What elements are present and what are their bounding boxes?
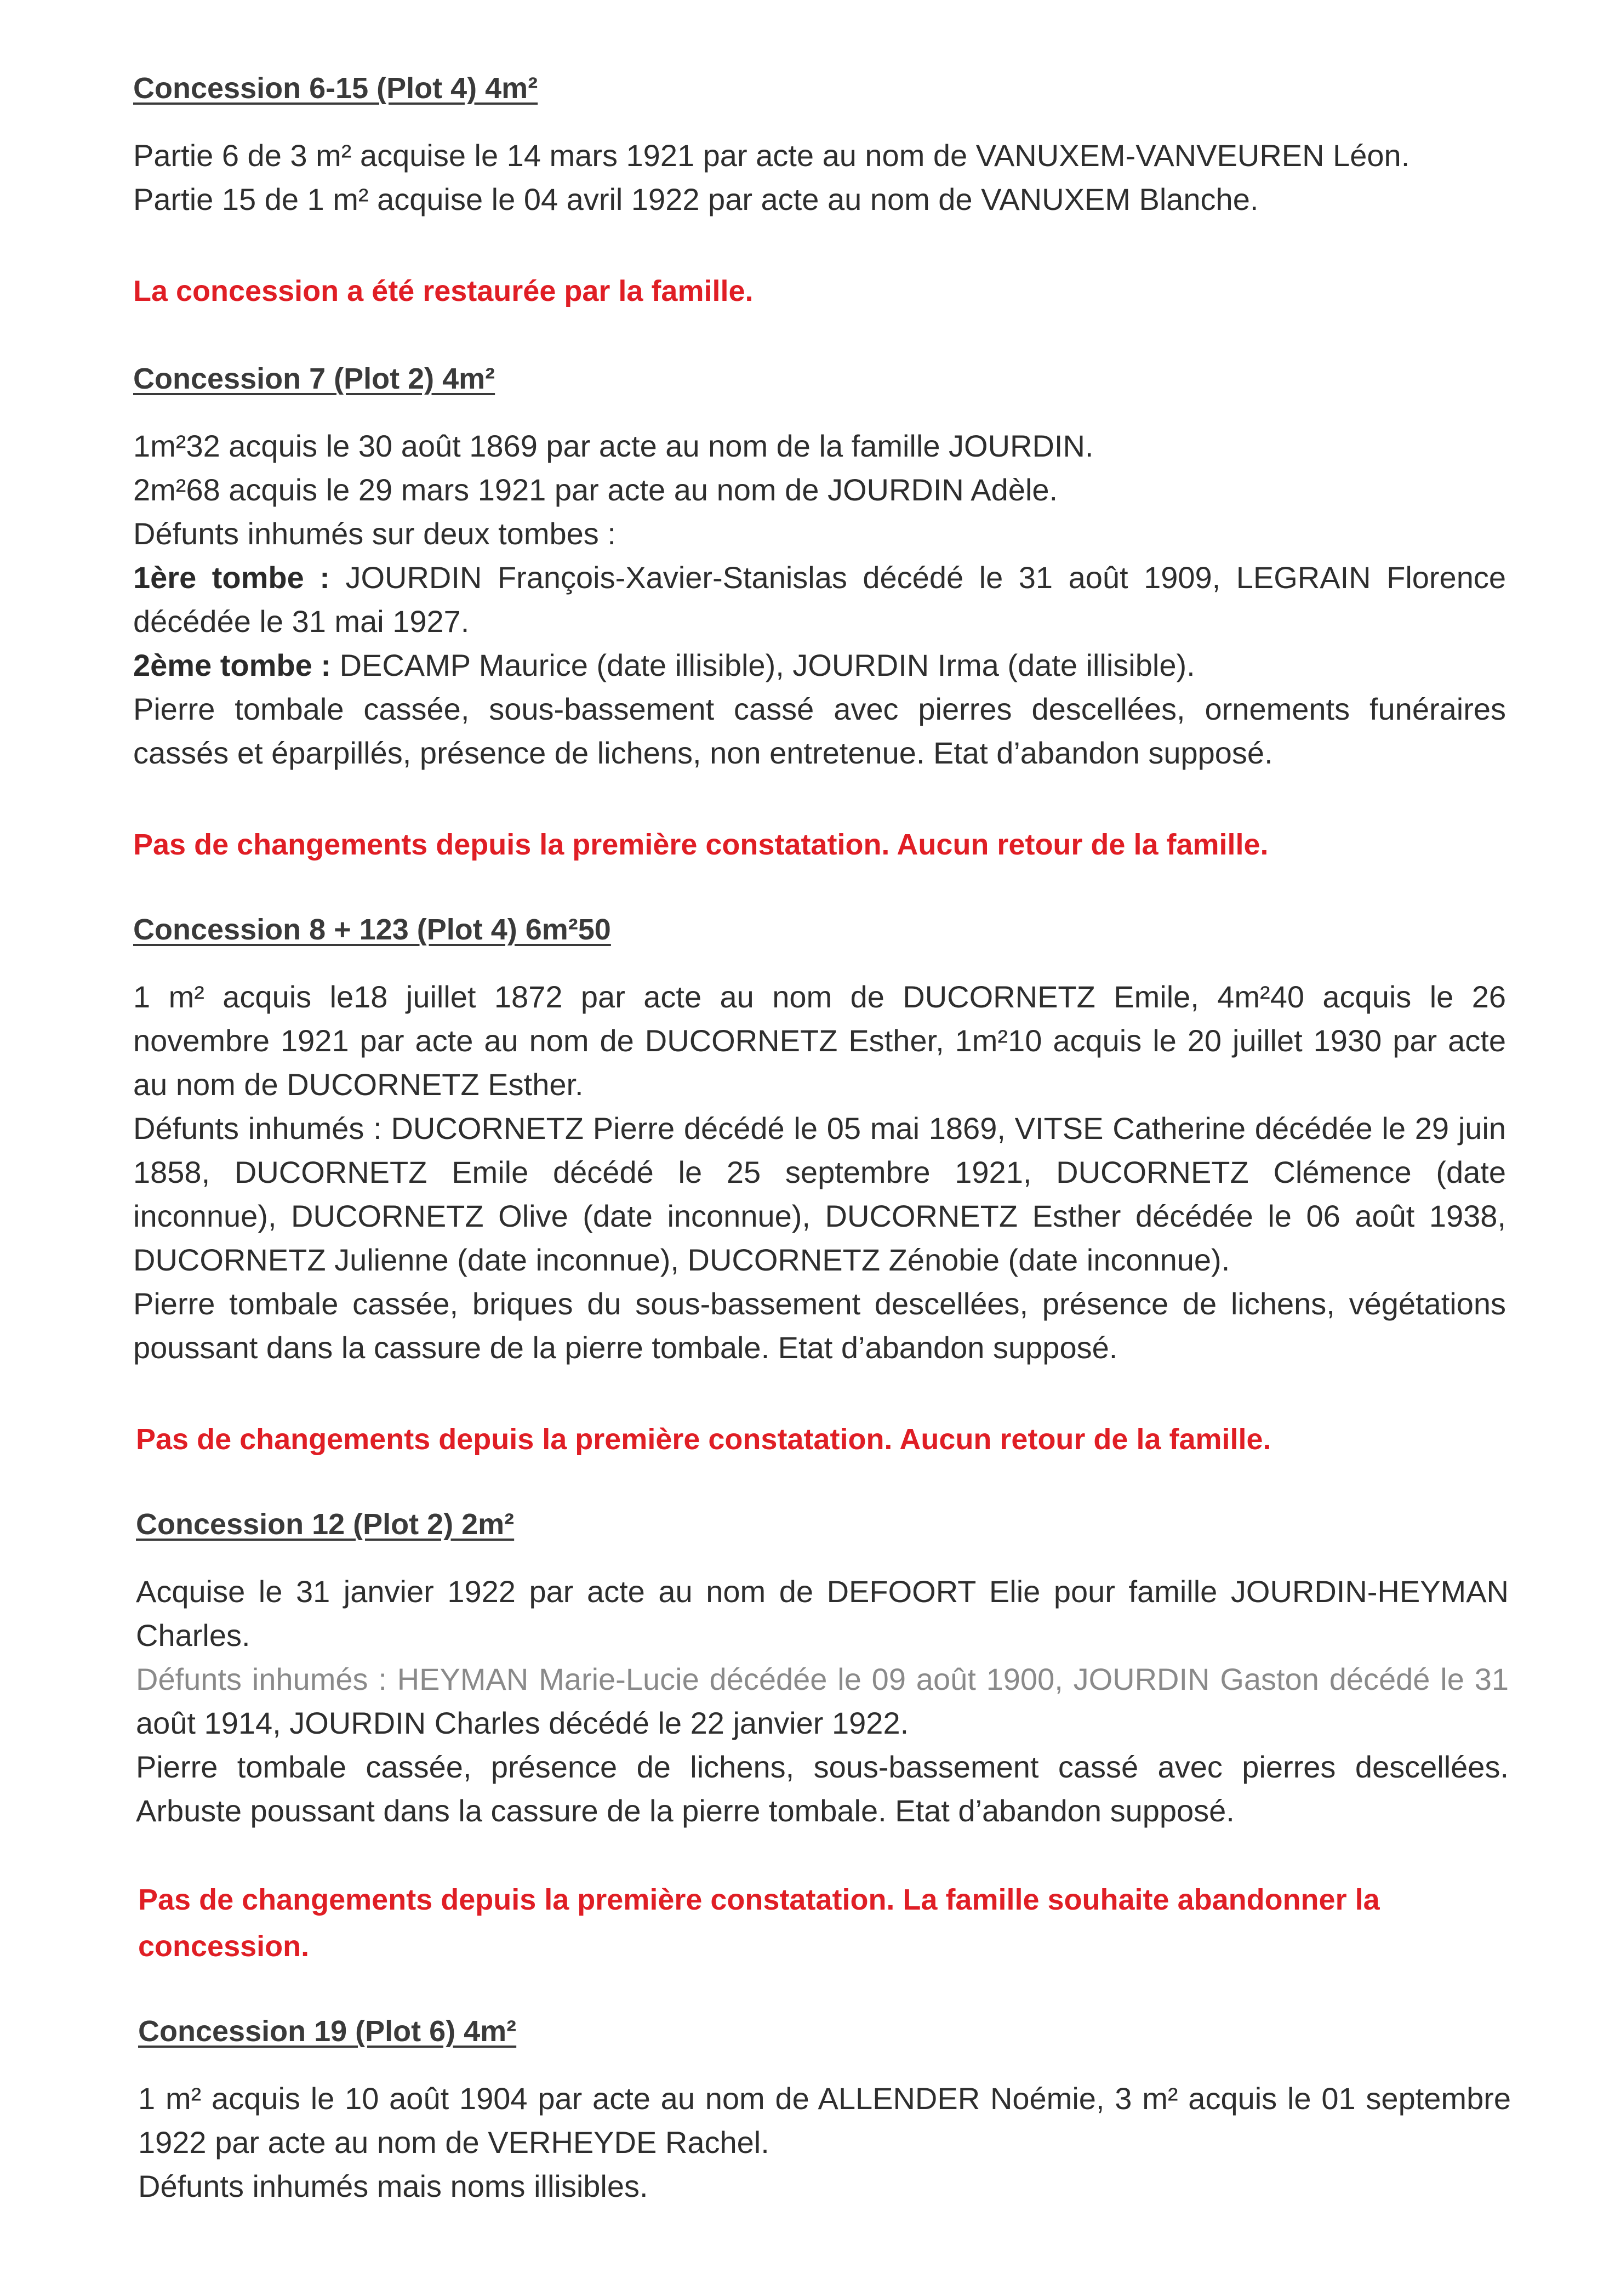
section-title-8-123: Concession 8 + 123 (Plot 4) 6m²50 bbox=[133, 913, 611, 946]
text-line: au nom de DUCORNETZ Esther. bbox=[133, 1067, 584, 1102]
text-line: Charles. bbox=[136, 1618, 250, 1653]
text-line: Défunts inhumés : HEYMAN Marie-Lucie décédée le 09 août 1900, JOURDIN Gaston décédé le 31 bbox=[136, 1662, 1509, 1696]
text-line: Pierre tombale cassée, présence de lichens, sous-bassement cassé avec pierres descellées. bbox=[136, 1750, 1509, 1784]
text-line: poussant dans la cassure de la pierre tombale. Etat d’abandon supposé. bbox=[133, 1330, 1118, 1365]
section-title-7: Concession 7 (Plot 2) 4m² bbox=[133, 362, 495, 395]
status-note: Pas de changements depuis la première constatation. Aucun retour de la famille. bbox=[133, 828, 1269, 861]
section-title-19: Concession 19 (Plot 6) 4m² bbox=[138, 2015, 517, 2048]
status-note: Pas de changements depuis la première constatation. La famille souhaite abandonner la bbox=[138, 1883, 1380, 1916]
text-line: 1922 par acte au nom de VERHEYDE Rachel. bbox=[138, 2125, 769, 2160]
tomb-2-line bbox=[133, 647, 1195, 684]
section-title-12: Concession 12 (Plot 2) 2m² bbox=[136, 1508, 515, 1541]
text-line: Arbuste poussant dans la cassure de la pierre tombale. Etat d’abandon supposé. bbox=[136, 1793, 1235, 1828]
text-line: décédée le 31 mai 1927. bbox=[133, 604, 470, 639]
text-line: Défunts inhumés sur deux tombes : bbox=[133, 516, 616, 551]
text-line: 1m²32 acquis le 30 août 1869 par acte au nom de la famille JOURDIN. bbox=[133, 429, 1094, 463]
text-line: Partie 15 de 1 m² acquise le 04 avril 1922 par acte au nom de VANUXEM Blanche. bbox=[133, 182, 1259, 217]
text-line: août 1914, JOURDIN Charles décédé le 22 janvier 1922. bbox=[136, 1706, 909, 1740]
tomb-1-label: 1ère tombe : bbox=[133, 560, 330, 595]
text-line: 1858, DUCORNETZ Emile décédé le 25 septembre 1921, DUCORNETZ Clémence (date bbox=[133, 1155, 1506, 1189]
tomb-2-text: DECAMP Maurice (date illisible), JOURDIN Irma (date illisible). bbox=[339, 648, 1195, 682]
text-line: 2m²68 acquis le 29 mars 1921 par acte au nom de JOURDIN Adèle. bbox=[133, 472, 1058, 507]
text-line: Pierre tombale cassée, sous-bassement cassé avec pierres descellées, ornements funéraires bbox=[133, 692, 1506, 726]
section-title-6-15: Concession 6-15 (Plot 4) 4m² bbox=[133, 72, 538, 105]
text-line: Défunts inhumés mais noms illisibles. bbox=[138, 2169, 648, 2203]
text-line: DUCORNETZ Julienne (date inconnue), DUCORNETZ Zénobie (date inconnue). bbox=[133, 1243, 1230, 1277]
text-line: 1 m² acquis le18 juillet 1872 par acte au nom de DUCORNETZ Emile, 4m²40 acquis le 26 bbox=[133, 979, 1506, 1014]
text-line: Pierre tombale cassée, briques du sous-bassement descellées, présence de lichens, végétations bbox=[133, 1286, 1506, 1321]
tomb-2-label: 2ème tombe : bbox=[133, 648, 331, 682]
text-line: Défunts inhumés : DUCORNETZ Pierre décédé le 05 mai 1869, VITSE Catherine décédée le 29 juin bbox=[133, 1111, 1506, 1146]
tomb-1-text: JOURDIN François-Xavier-Stanislas décédé le 31 août 1909, LEGRAIN Florence bbox=[345, 560, 1506, 595]
text-line: Partie 6 de 3 m² acquise le 14 mars 1921 par acte au nom de VANUXEM-VANVEUREN Léon. bbox=[133, 138, 1410, 173]
tomb-1-line bbox=[133, 559, 1506, 596]
status-note-cont: concession. bbox=[138, 1930, 310, 1963]
text-line: cassés et éparpillés, présence de lichens, non entretenue. Etat d’abandon supposé. bbox=[133, 736, 1273, 770]
text-line: Acquise le 31 janvier 1922 par acte au nom de DEFOORT Elie pour famille JOURDIN-HEYMAN bbox=[136, 1574, 1509, 1609]
text-line: inconnue), DUCORNETZ Olive (date inconnue), DUCORNETZ Esther décédée le 06 août 1938, bbox=[133, 1199, 1506, 1233]
text-line: novembre 1921 par acte au nom de DUCORNETZ Esther, 1m²10 acquis le 20 juillet 1930 par acte bbox=[133, 1023, 1506, 1058]
status-note: La concession a été restaurée par la famille. bbox=[133, 275, 754, 307]
text-line: 1 m² acquis le 10 août 1904 par acte au nom de ALLENDER Noémie, 3 m² acquis le 01 septembre bbox=[138, 2081, 1511, 2116]
status-note: Pas de changements depuis la première constatation. Aucun retour de la famille. bbox=[136, 1423, 1271, 1456]
